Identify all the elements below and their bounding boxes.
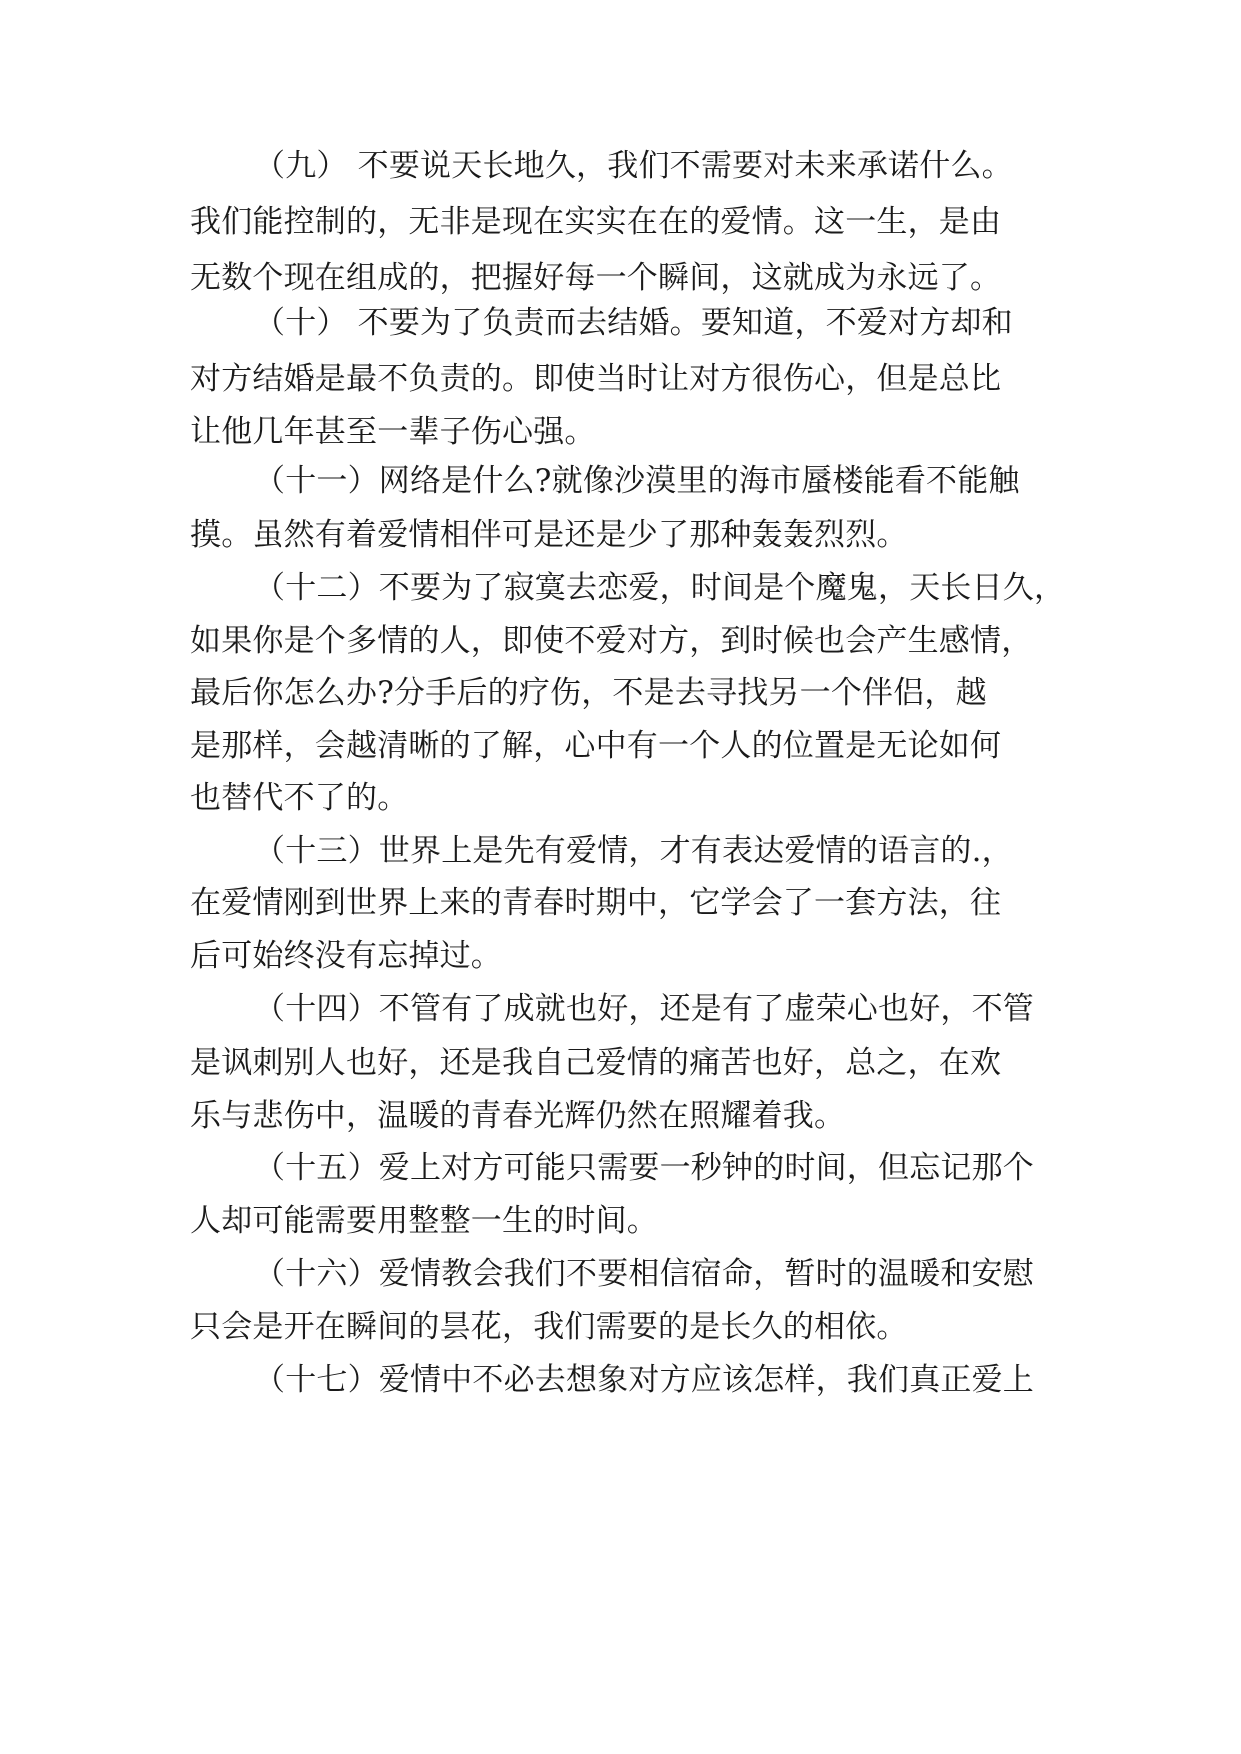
paragraph-10-line-1: （十） 不要为了负责而去结婚。要知道，不爱对方却和 — [254, 305, 1013, 341]
paragraph-9-line-2: 我们能控制的，无非是现在实实在在的爱情。这一生，是由 — [190, 204, 1002, 240]
paragraph-11-line-2: 摸。虽然有着爱情相伴可是还是少了那种轰轰烈烈。 — [190, 517, 908, 553]
paragraph-12-line-1: （十二）不要为了寂寞去恋爱，时间是个魔鬼，天长日久， — [254, 570, 1066, 606]
paragraph-10-line-3: 让他几年甚至一辈子伤心强。 — [190, 414, 596, 450]
paragraph-14-line-3: 乐与悲伤中，温暖的青春光辉仍然在照耀着我。 — [190, 1098, 846, 1134]
paragraph-15-line-1: （十五）爱上对方可能只需要一秒钟的时间，但忘记那个 — [254, 1150, 1034, 1186]
paragraph-16-line-1: （十六）爱情教会我们不要相信宿命，暂时的温暖和安慰 — [254, 1256, 1034, 1292]
paragraph-13-line-2: 在爱情刚到世界上来的青春时期中，它学会了一套方法，往 — [190, 885, 1002, 921]
paragraph-11-line-1: （十一）网络是什么?就像沙漠里的海市蜃楼能看不能触 — [254, 463, 1020, 499]
paragraph-17-line-1: （十七）爱情中不必去想象对方应该怎样，我们真正爱上 — [254, 1362, 1034, 1398]
paragraph-14-line-1: （十四）不管有了成就也好，还是有了虚荣心也好，不管 — [254, 991, 1034, 1027]
paragraph-14-line-2: 是讽刺别人也好，还是我自己爱情的痛苦也好，总之，在欢 — [190, 1045, 1002, 1081]
paragraph-9-line-3: 无数个现在组成的，把握好每一个瞬间，这就成为永远了。 — [190, 260, 1002, 296]
paragraph-13-line-3: 后可始终没有忘掉过。 — [190, 938, 502, 974]
paragraph-10-line-2: 对方结婚是最不负责的。即使当时让对方很伤心，但是总比 — [190, 361, 1002, 397]
paragraph-12-line-3: 最后你怎么办?分手后的疗伤，不是去寻找另一个伴侣，越 — [190, 675, 987, 711]
paragraph-9-line-1: （九） 不要说天长地久，我们不需要对未来承诺什么。 — [254, 148, 1013, 184]
paragraph-13-line-1: （十三）世界上是先有爱情，才有表达爱情的语言的.， — [254, 833, 1013, 869]
paragraph-16-line-2: 只会是开在瞬间的昙花，我们需要的是长久的相依。 — [190, 1309, 908, 1345]
paragraph-12-line-4: 是那样，会越清晰的了解，心中有一个人的位置是无论如何 — [190, 728, 1002, 764]
paragraph-12-line-2: 如果你是个多情的人，即使不爱对方，到时候也会产生感情， — [190, 623, 1033, 659]
paragraph-12-line-5: 也替代不了的。 — [190, 780, 409, 816]
paragraph-15-line-2: 人却可能需要用整整一生的时间。 — [190, 1203, 658, 1239]
